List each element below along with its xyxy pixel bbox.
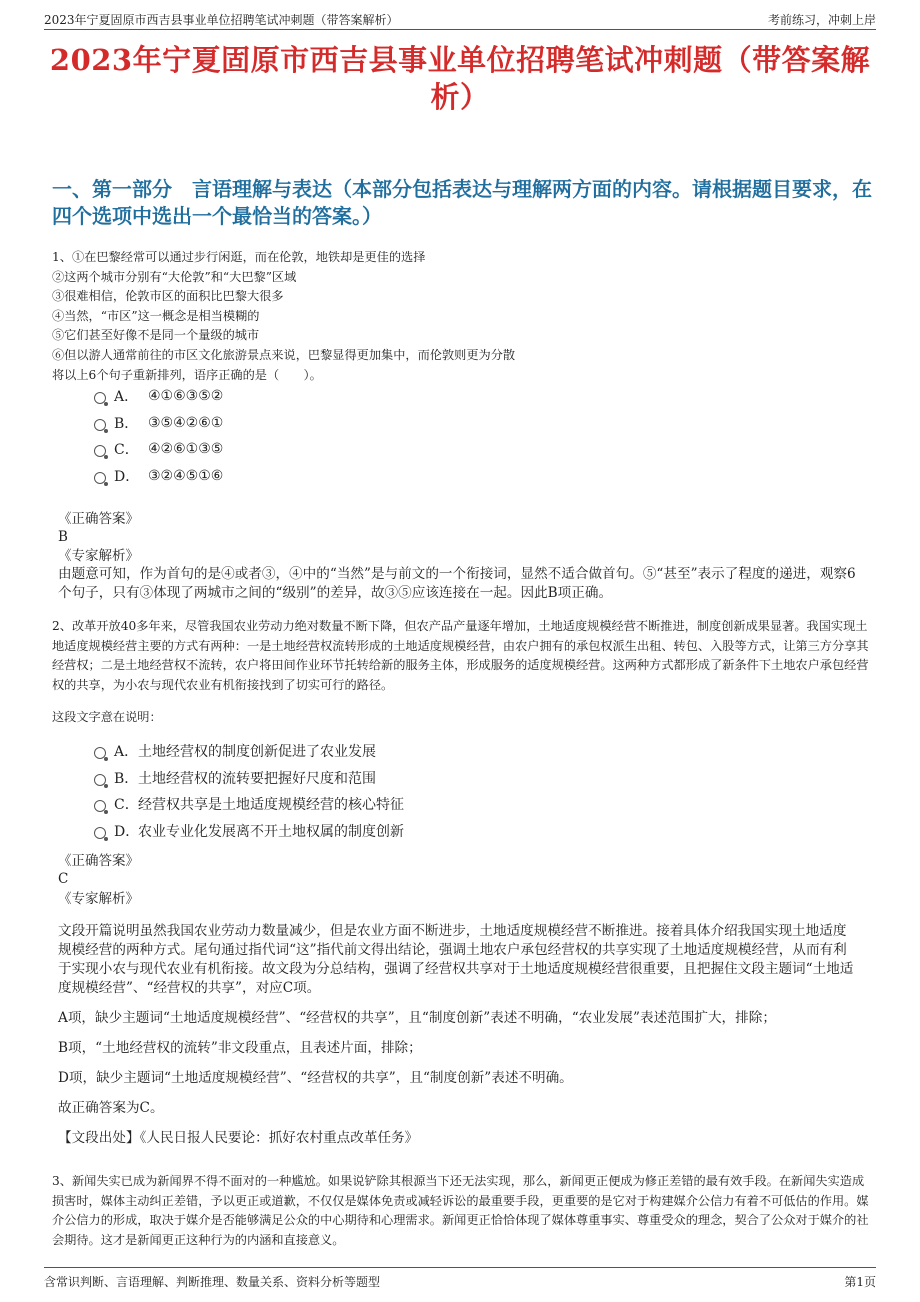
q3-stem-text: 3、新闻失实已成为新闻界不得不面对的一种尴尬。如果说铲除其根源当下还无法实现，那么，新闻更正便成为修正差错的最有效手段。在新闻失实造成损害时，媒体主动纠正差错，予以更正或道歉，不仅仅是媒体免责或减轻诉讼的最重要手段，更重要的是它对于构建媒介公信力有着不可低估的作用。媒介公信力的形成，取决于媒介是否能够满足公众的中心期待和心理需求。新闻更正恰恰体现了媒体尊重事实、尊重受众的理念，契合了公众对于媒介的社会期待。这才是新闻更正这种行为的内涵和直接意义。	[52, 1174, 869, 1247]
radio-icon[interactable]	[94, 472, 106, 484]
q2-option-b[interactable]: B． 土地经营权的流转要把握好尺度和范围	[94, 765, 404, 792]
q1-line: 1、①在巴黎经常可以通过步行闲逛，而在伦敦，地铁却是更佳的选择	[52, 250, 426, 264]
q2-answer-label: 《正确答案》	[58, 853, 139, 869]
document-title: 2023年宁夏固原市西吉县事业单位招聘笔试冲刺题（带答案解析）	[49, 43, 871, 114]
q2-option-a[interactable]: A． 土地经营权的制度创新促进了农业发展	[94, 738, 404, 765]
q2-answer: C	[58, 871, 69, 887]
question-2-options	[94, 738, 404, 844]
q1-line: ②这两个城市分别有“大伦敦”和“大巴黎”区域	[52, 269, 297, 284]
q1-option-d[interactable]: D． ③②④⑤①⑥	[94, 463, 223, 490]
q1-answer-label: 《正确答案》	[58, 511, 139, 527]
q1-option-c[interactable]: C． ④②⑥①③⑤	[94, 436, 223, 463]
q1-line: ④当然，“市区”这一概念是相当模糊的	[52, 308, 260, 323]
section-title: 一、第一部分 言语理解与表达（本部分包括表达与理解两方面的内容。请根据题目要求，在四个选项中选出一个最恰当的答案。）	[52, 177, 872, 228]
page-header	[44, 8, 876, 30]
q1-analysis-label: 《专家解析》	[58, 548, 139, 564]
q2-option-d[interactable]: D． 农业专业化发展离不开土地权属的制度创新	[94, 818, 404, 845]
q1-analysis	[58, 565, 858, 613]
q1-line: 将以上6个句子重新排列，语序正确的是（ ）。	[52, 367, 322, 382]
radio-icon[interactable]	[94, 445, 106, 457]
footer-note: 含常识判断、言语理解、判断推理、数量关系、资料分析等题型	[44, 1275, 381, 1289]
header-slogan: 考前练习，冲刺上岸	[767, 13, 876, 27]
question-3-stem	[52, 1172, 870, 1250]
q1-line: ⑤它们甚至好像不是同一个量级的城市	[52, 328, 260, 343]
radio-icon[interactable]	[94, 800, 106, 812]
header-doc-title: 2023年宁夏固原市西吉县事业单位招聘笔试冲刺题（带答案解析）	[44, 13, 399, 27]
question-1-options	[94, 383, 223, 489]
q1-analysis-text: 由题意可知，作为首句的是④或者③，④中的“当然”是与前文的一个衔接词，显然不适合做首句。⑤“甚至”表示了程度的递进，观察6个句子，只有③体现了两城市之间的“级别”的差异，故③⑤应该连接在一起。因此B项正确。	[58, 566, 856, 601]
radio-icon[interactable]	[94, 392, 106, 404]
q1-line: ③很难相信，伦敦市区的面积比巴黎大很多	[52, 289, 284, 304]
q1-answer: B	[58, 529, 68, 545]
page-number: 第1页	[844, 1275, 876, 1289]
q1-option-b[interactable]: B． ③⑤④②⑥①	[94, 410, 223, 437]
radio-icon[interactable]	[94, 774, 106, 786]
q2-analysis-paragraph: B项，“土地经营权的流转”非文段重点，且表述片面，排除；	[58, 1040, 422, 1056]
q2-analysis	[58, 922, 858, 1159]
radio-icon[interactable]	[94, 827, 106, 839]
q2-question: 这段文字意在说明：	[52, 710, 162, 724]
q2-analysis-paragraph: 故正确答案为C。	[58, 1100, 164, 1116]
q2-analysis-paragraph: 文段开篇说明虽然我国农业劳动力数量减少，但是农业方面不断进步，土地适度规模经营不断推进。接着具体介绍我国实现土地适度规模经营的两种方式。尾句通过指代词“这”指代前文得出结论，强调土地农户承包经营权的共享实现了土地适度规模经营，从而有利于实现小农与现代农业有机衔接。故文段为分总结构，强调了经营权共享对于土地适度规模经营很重要，且把握住文段主题词“土地适度规模经营”、“经营权的共享”，对应C项。	[58, 923, 854, 996]
q2-analysis-paragraph: D项，缺少主题词“土地适度规模经营”、“经营权的共享”，且“制度创新”表述不明确。	[58, 1070, 573, 1086]
q2-analysis-label: 《专家解析》	[58, 891, 139, 907]
q2-source: 【文段出处】《人民日报人民要论：抓好农村重点改革任务》	[58, 1130, 419, 1146]
question-2-stem	[52, 617, 870, 695]
q2-analysis-paragraph: A项，缺少主题词“土地适度规模经营”、“经营权的共享”，且“制度创新”表述不明确，“农业发展”表述范围扩大，排除；	[58, 1010, 776, 1026]
q2-stem-text: 2、改革开放40多年来，尽管我国农业劳动力绝对数量不断下降，但农产品产量逐年增加，土地适度规模经营不断推进，制度创新成果显著。我国实现土地适度规模经营主要的方式有两种：一是土地经营权流转形成的土地适度规模经营，由农户拥有的承包权派生出租、转包、入股等方式，让第三方分享其经营权；二是土地经营权不流转，农户将田间作业环节托转给新的服务主体，形成服务的适度规模经营。这两种方式都形成了新条件下土地农户承包经营权的共享，为小农与现代农业有机衔接找到了切实可行的路径。	[52, 619, 869, 692]
page-footer	[44, 1267, 876, 1293]
q2-option-c[interactable]: C． 经营权共享是土地适度规模经营的核心特征	[94, 791, 404, 818]
radio-icon[interactable]	[94, 419, 106, 431]
q1-option-a[interactable]: A． ④①⑥③⑤②	[94, 383, 223, 410]
q1-line: ⑥但以游人通常前往的市区文化旅游景点来说，巴黎显得更加集中，而伦敦则更为分散	[52, 347, 516, 362]
question-1-stem	[52, 248, 870, 385]
question-2-prompt	[52, 708, 870, 728]
radio-icon[interactable]	[94, 747, 106, 759]
